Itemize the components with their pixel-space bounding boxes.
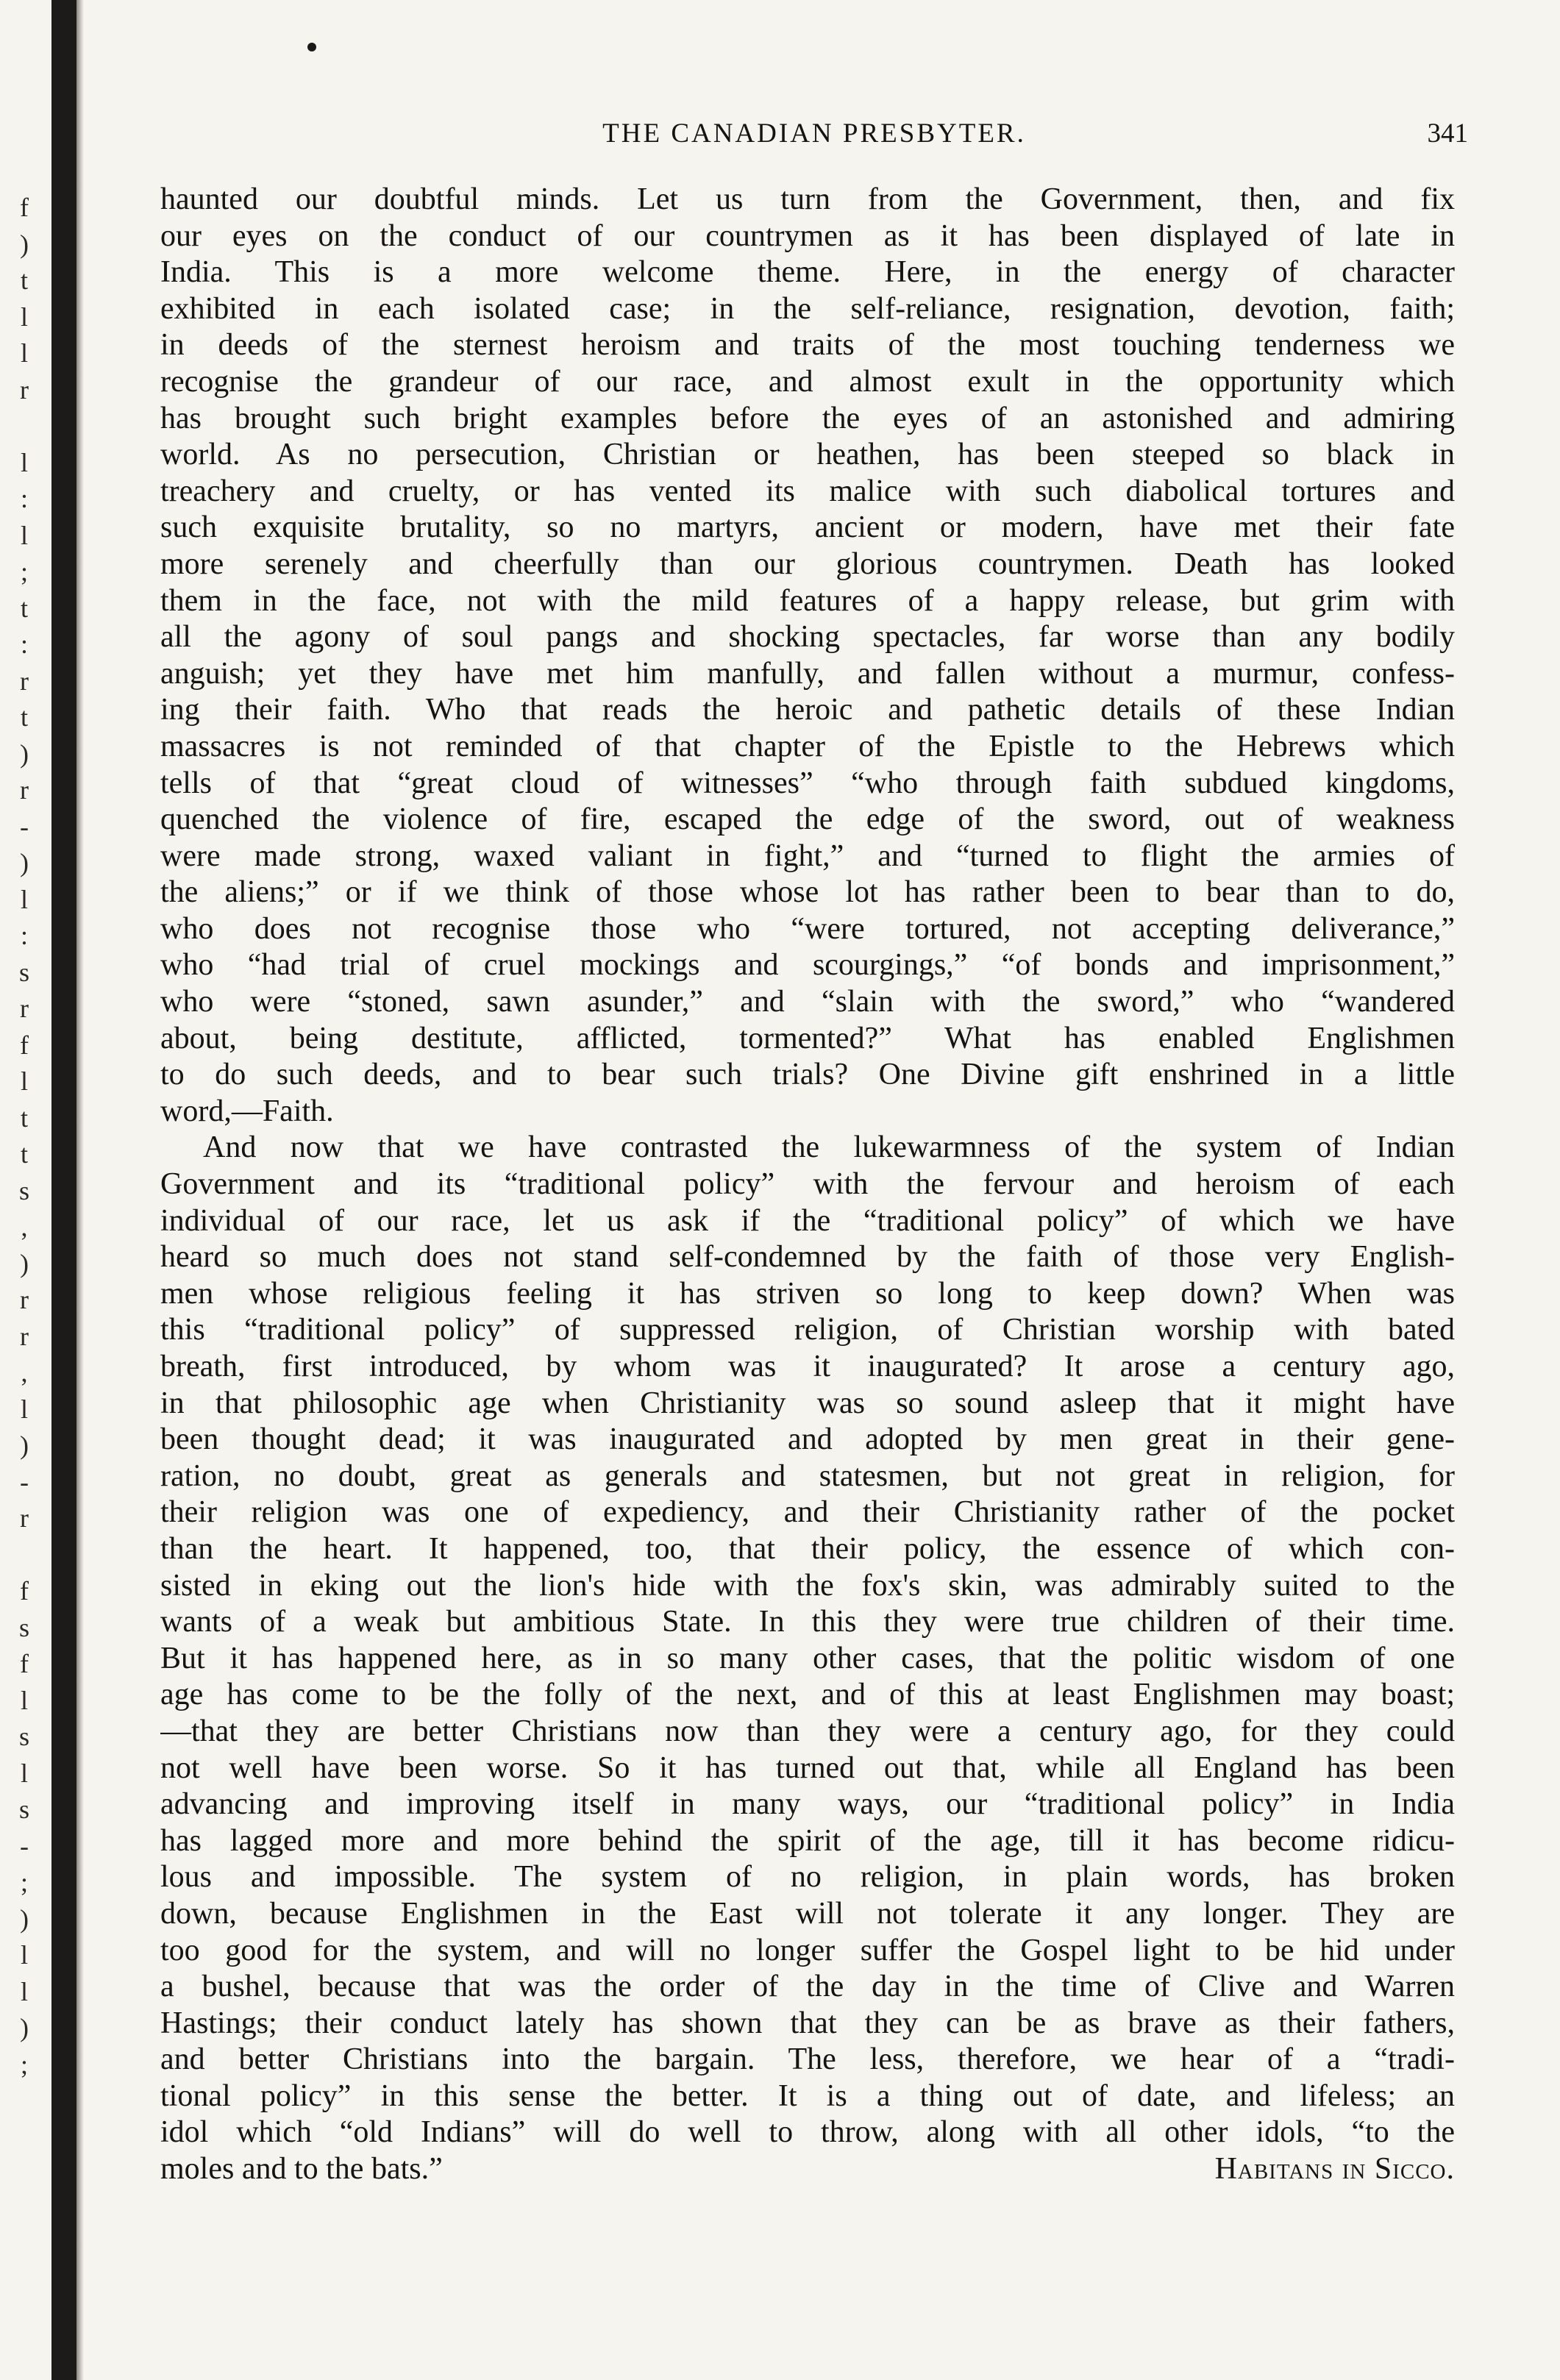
margin-mark: r	[20, 994, 29, 1023]
margin-mark: f	[20, 1576, 29, 1606]
text-line: idol which “old Indians” will do well to throw, along with all other idols, “to the	[160, 2115, 1455, 2150]
margin-mark: -	[20, 811, 29, 841]
text-line: word,—Faith.	[160, 1094, 334, 1128]
margin-mark: s	[18, 1722, 29, 1751]
text-line: tional policy” in this sense the better. It is a thing out of date, and lifeless; an	[160, 2078, 1455, 2113]
text-line: who “had trial of cruel mockings and scourgings,” “of bonds and imprisonment,”	[160, 948, 1455, 983]
text-line: lous and impossible. The system of no religion, in plain words, has broken	[160, 1860, 1455, 1895]
text-line: —that they are better Christians now than they were a century ago, for they could	[160, 1714, 1455, 1748]
page-header	[160, 118, 1468, 162]
margin-mark: -	[20, 1467, 29, 1497]
margin-mark: ;	[20, 2049, 28, 2079]
text-line: India. This is a more welcome theme. Here, in the energy of character	[160, 255, 1455, 290]
margin-mark: f	[20, 193, 29, 222]
text-line: down, because Englishmen in the East will not tolerate it any longer. They are	[160, 1896, 1455, 1931]
margin-mark: s	[18, 1795, 29, 1824]
text-line: ing their faith. Who that reads the heroic and pathetic details of these Indian	[160, 693, 1455, 727]
margin-mark: l	[20, 1940, 28, 1970]
page-number: 341	[1427, 118, 1468, 149]
margin-mark: f	[20, 1030, 29, 1060]
text-line: And now that we have contrasted the lukewarmness of the system of Indian	[203, 1130, 1455, 1165]
text-line: recognise the grandeur of our race, and almost exult in the opportunity which	[160, 364, 1455, 399]
margin-mark: s	[18, 1612, 29, 1642]
text-line: were made strong, waxed valiant in fight,” and “turned to flight the armies of	[160, 838, 1455, 873]
text-line: exhibited in each isolated case; in the self-reliance, resignation, devotion, faith;	[160, 291, 1455, 326]
signature: Habitans in Sicco.	[1214, 2152, 1455, 2187]
margin-mark: r	[20, 1285, 29, 1314]
text-line: anguish; yet they have met him manfully, and fallen without a murmur, confess-	[160, 656, 1455, 691]
text-line: sisted in eking out the lion's hide with the fox's skin, was admirably suited to the	[160, 1568, 1455, 1603]
text-line: haunted our doubtful minds. Let us turn from the Government, then, and fix	[160, 182, 1455, 216]
margin-mark: l	[20, 338, 28, 368]
margin-mark: )	[20, 1248, 29, 1278]
margin-mark: l	[20, 447, 28, 477]
text-line: quenched the violence of fire, escaped the edge of the sword, out of weakness	[160, 802, 1455, 837]
text-line: advancing and improving itself in many ways, our “traditional policy” in India	[160, 1787, 1455, 1822]
margin-mark: r	[20, 1503, 29, 1533]
text-line: heard so much does not stand self-condemned by the faith of those very English-	[160, 1240, 1455, 1275]
text-line: our eyes on the conduct of our countrymen as it has been displayed of late in	[160, 218, 1455, 253]
closing-text: moles and to the bats.”	[160, 2152, 443, 2187]
text-line: has lagged more and more behind the spirit of the age, till it has become ridicu-	[160, 1823, 1455, 1858]
margin-mark: s	[18, 957, 29, 987]
text-line: and better Christians into the bargain. The less, therefore, we hear of a “tradi-	[160, 2042, 1455, 2077]
text-line: who were “stoned, sawn asunder,” and “slain with the sword,” who “wandered	[160, 985, 1455, 1019]
margin-mark: :	[20, 484, 28, 513]
margin-mark: l	[20, 1976, 28, 2006]
margin-mark: l	[20, 520, 28, 550]
margin-mark: t	[20, 1139, 28, 1169]
text-line: But it has happened here, as in so many other cases, that the politic wisdom of one	[160, 1641, 1455, 1675]
text-line: the aliens;” or if we think of those whose lot has rather been to bear than to do,	[160, 875, 1455, 910]
margin-mark: f	[20, 1649, 29, 1678]
text-line: too good for the system, and will no longer suffer the Gospel light to be hid under	[160, 1933, 1455, 1967]
text-line: been thought dead; it was inaugurated and adopted by men great in their gene-	[160, 1422, 1455, 1457]
margin-mark: ,	[21, 1358, 28, 1387]
ink-speck	[307, 43, 316, 51]
text-line: not well have been worse. So it has turned out that, while all England has been	[160, 1750, 1455, 1785]
margin-mark: ;	[20, 1867, 28, 1897]
margin-mark: l	[20, 1066, 28, 1096]
margin-mark: t	[20, 1102, 28, 1133]
text-line: Government and its “traditional policy” with the fervour and heroism of each	[160, 1167, 1455, 1202]
text-line: a bushel, because that was the order of the day in the time of Clive and Warren	[160, 1970, 1455, 2004]
margin-mark: l	[20, 884, 28, 914]
margin-mark: )	[20, 1903, 29, 1934]
margin-mark	[6, 408, 43, 445]
text-line: their religion was one of expediency, and their Christianity rather of the pocket	[160, 1495, 1455, 1530]
text-line: men whose religious feeling it has striven so long to keep down? When was	[160, 1276, 1455, 1311]
margin-mark: )	[20, 738, 29, 769]
text-line: ration, no doubt, great as generals and statesmen, but not great in religion, for	[160, 1458, 1455, 1493]
text-line: tells of that “great cloud of witnesses” “who through faith subdued kingdoms,	[160, 766, 1455, 800]
text-line: such exquisite brutality, so no martyrs, ancient or modern, have met their fate	[160, 510, 1455, 545]
text-line: treachery and cruelty, or has vented its malice with such diabolical tortures and	[160, 474, 1455, 508]
text-line: age has come to be the folly of the next, and of this at least Englishmen may boast;	[160, 1678, 1455, 1712]
margin-bleed-column	[6, 190, 43, 2083]
text-line: wants of a weak but ambitious State. In this they were true children of their time.	[160, 1605, 1455, 1639]
margin-mark: l	[20, 1758, 28, 1788]
margin-mark: t	[20, 593, 28, 623]
margin-mark: t	[20, 266, 28, 295]
text-line: them in the face, not with the mild features of a happy release, but grim with	[160, 583, 1455, 618]
margin-mark: -	[20, 1831, 29, 1861]
margin-mark: r	[20, 374, 29, 405]
margin-mark: s	[18, 1175, 29, 1205]
margin-mark: :	[20, 921, 28, 950]
margin-mark: )	[20, 1431, 29, 1460]
text-line: breath, first introduced, by whom was it inaugurated? It arose a century ago,	[160, 1350, 1455, 1383]
margin-mark: r	[20, 666, 29, 696]
margin-mark: )	[20, 229, 29, 259]
text-line: than the heart. It happened, too, that their policy, the essence of which con-	[160, 1531, 1455, 1566]
text-line: this “traditional policy” of suppressed religion, of Christian worship with bated	[160, 1313, 1455, 1347]
margin-mark: l	[20, 1394, 28, 1424]
binding-edge	[76, 0, 84, 2380]
margin-mark	[6, 1537, 43, 1574]
text-line: massacres is not reminded of that chapter of the Epistle to the Hebrews which	[160, 729, 1455, 763]
margin-mark: l	[20, 1685, 28, 1715]
margin-mark: r	[20, 775, 29, 805]
margin-mark: ;	[20, 557, 28, 586]
text-line: who does not recognise those who “were tortured, not accepting deliverance,”	[160, 911, 1455, 946]
closing-line	[160, 2151, 1455, 2188]
article-body	[160, 182, 1455, 2188]
text-line: individual of our race, let us ask if the “traditional policy” of which we have	[160, 1203, 1455, 1238]
running-title: THE CANADIAN PRESBYTER.	[602, 118, 1026, 149]
margin-mark: t	[20, 702, 28, 732]
margin-mark: l	[20, 302, 28, 332]
text-line: all the agony of soul pangs and shocking spectacles, far worse than any bodily	[160, 620, 1455, 655]
text-line: has brought such bright examples before the eyes of an astonished and admiring	[160, 401, 1455, 435]
text-line: about, being destitute, afflicted, tormented?” What has enabled Englishmen	[160, 1021, 1455, 1055]
margin-mark: r	[20, 1321, 29, 1351]
text-line: more serenely and cheerfully than our glorious countrymen. Death has looked	[160, 546, 1455, 581]
margin-mark: :	[20, 630, 28, 659]
margin-mark: ,	[21, 1212, 28, 1241]
margin-mark: )	[20, 848, 29, 877]
text-line: to do such deeds, and to bear such trials? One Divine gift enshrined in a little	[160, 1058, 1455, 1092]
text-line: in deeds of the sternest heroism and traits of the most touching tenderness we	[160, 328, 1455, 363]
text-line: Hastings; their conduct lately has shown that they can be as brave as their fathers,	[160, 2006, 1455, 2040]
margin-mark: )	[20, 2013, 29, 2042]
text-line: in that philosophic age when Christianity was so sound asleep that it might have	[160, 1386, 1455, 1420]
binding-shadow	[51, 0, 76, 2380]
text-line: world. As no persecution, Christian or heathen, has been steeped so black in	[160, 438, 1455, 472]
